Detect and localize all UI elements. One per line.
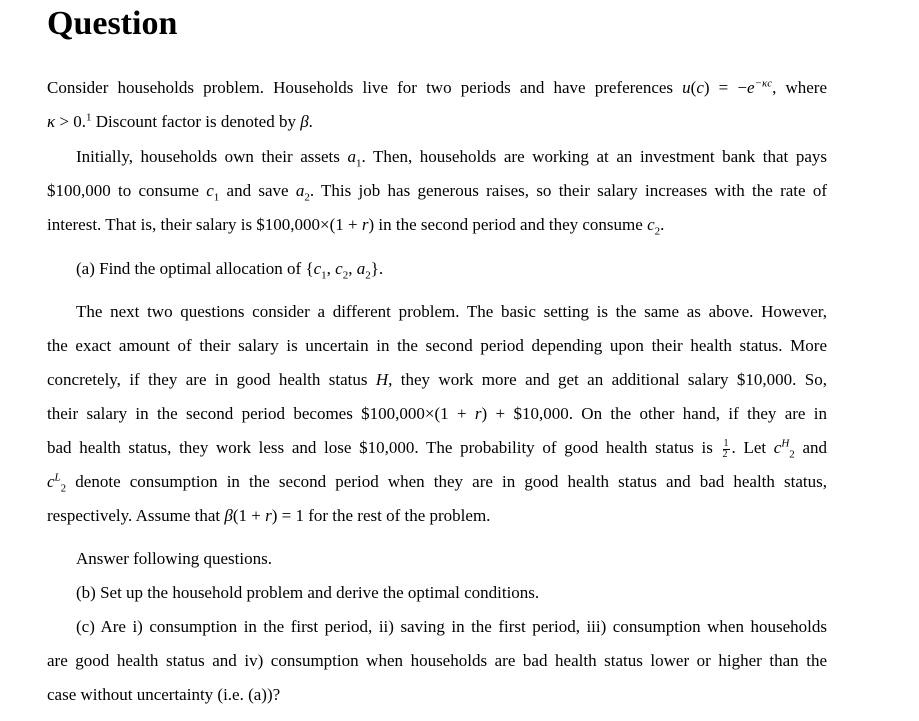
text-line: Initially, households own their assets $a_1$. Then, households are working at an investment bank that pays (76, 147, 828, 170)
uncertainty-paragraph (47, 295, 827, 533)
text-line: the exact amount of their salary is uncertain in the second period depending upon their health status. More (47, 336, 827, 355)
text-line: Consider households problem. Households live for two periods and have preferences $u(c) = -e^{-\kappa c}$, where (47, 77, 828, 97)
question-b: (b) Set up the household problem and derive the optimal conditions. (76, 583, 540, 602)
text-line: interest. That is, their salary is $100,000×(1 + r) in the second period and they consume $c_2$. (47, 215, 665, 238)
question-c (47, 610, 827, 712)
page-title: Question (47, 5, 178, 42)
text-line: (c) Are i) consumption in the first period, ii) saving in the first period, iii) consumption when households (76, 617, 827, 636)
setup-paragraph (47, 140, 827, 242)
text-line: case without uncertainty (i.e. (a))? (47, 685, 281, 704)
question-a: (a) Find the optimal allocation of {$c_1$, $c_2$, $a_2$}. (76, 259, 384, 282)
text-line: their salary in the second period becomes $100,000×(1 + r) + $10,000. On the other hand, if they are in (47, 404, 827, 423)
answer-intro: Answer following questions. (76, 549, 272, 568)
text-line: κ > 0.$^1$ Discount factor is denoted by β. (47, 111, 313, 131)
fraction-one-half: $\frac{1}{2}$ (722, 437, 729, 460)
footnote-marker[interactable]: 1 (86, 111, 92, 124)
text-line: bad health status, they work less and lose $10,000. The probability of good health status is $\frac{1}{2}$ . Let $c^H_2$ and (47, 437, 828, 461)
text-line: $c^L_2$ denote consumption in the second period when they are in good health status and bad health status, (47, 471, 827, 495)
text-line: are good health status and iv) consumption when households are bad health status lower or higher than the (47, 651, 827, 670)
text-line: The next two questions consider a different problem. The basic setting is the same as above. However, (76, 302, 827, 321)
text-line: respectively. Assume that β(1 + r) = 1 for the rest of the problem. (47, 506, 491, 525)
text-line: concretely, if they are in good health status H, they work more and get an additional salary $10,000. So, (47, 370, 827, 389)
intro-paragraph (47, 71, 827, 139)
text-line: $100,000 to consume $c_1$ and save $a_2$. This job has generous raises, so their salary increases with the rate of (47, 181, 827, 204)
